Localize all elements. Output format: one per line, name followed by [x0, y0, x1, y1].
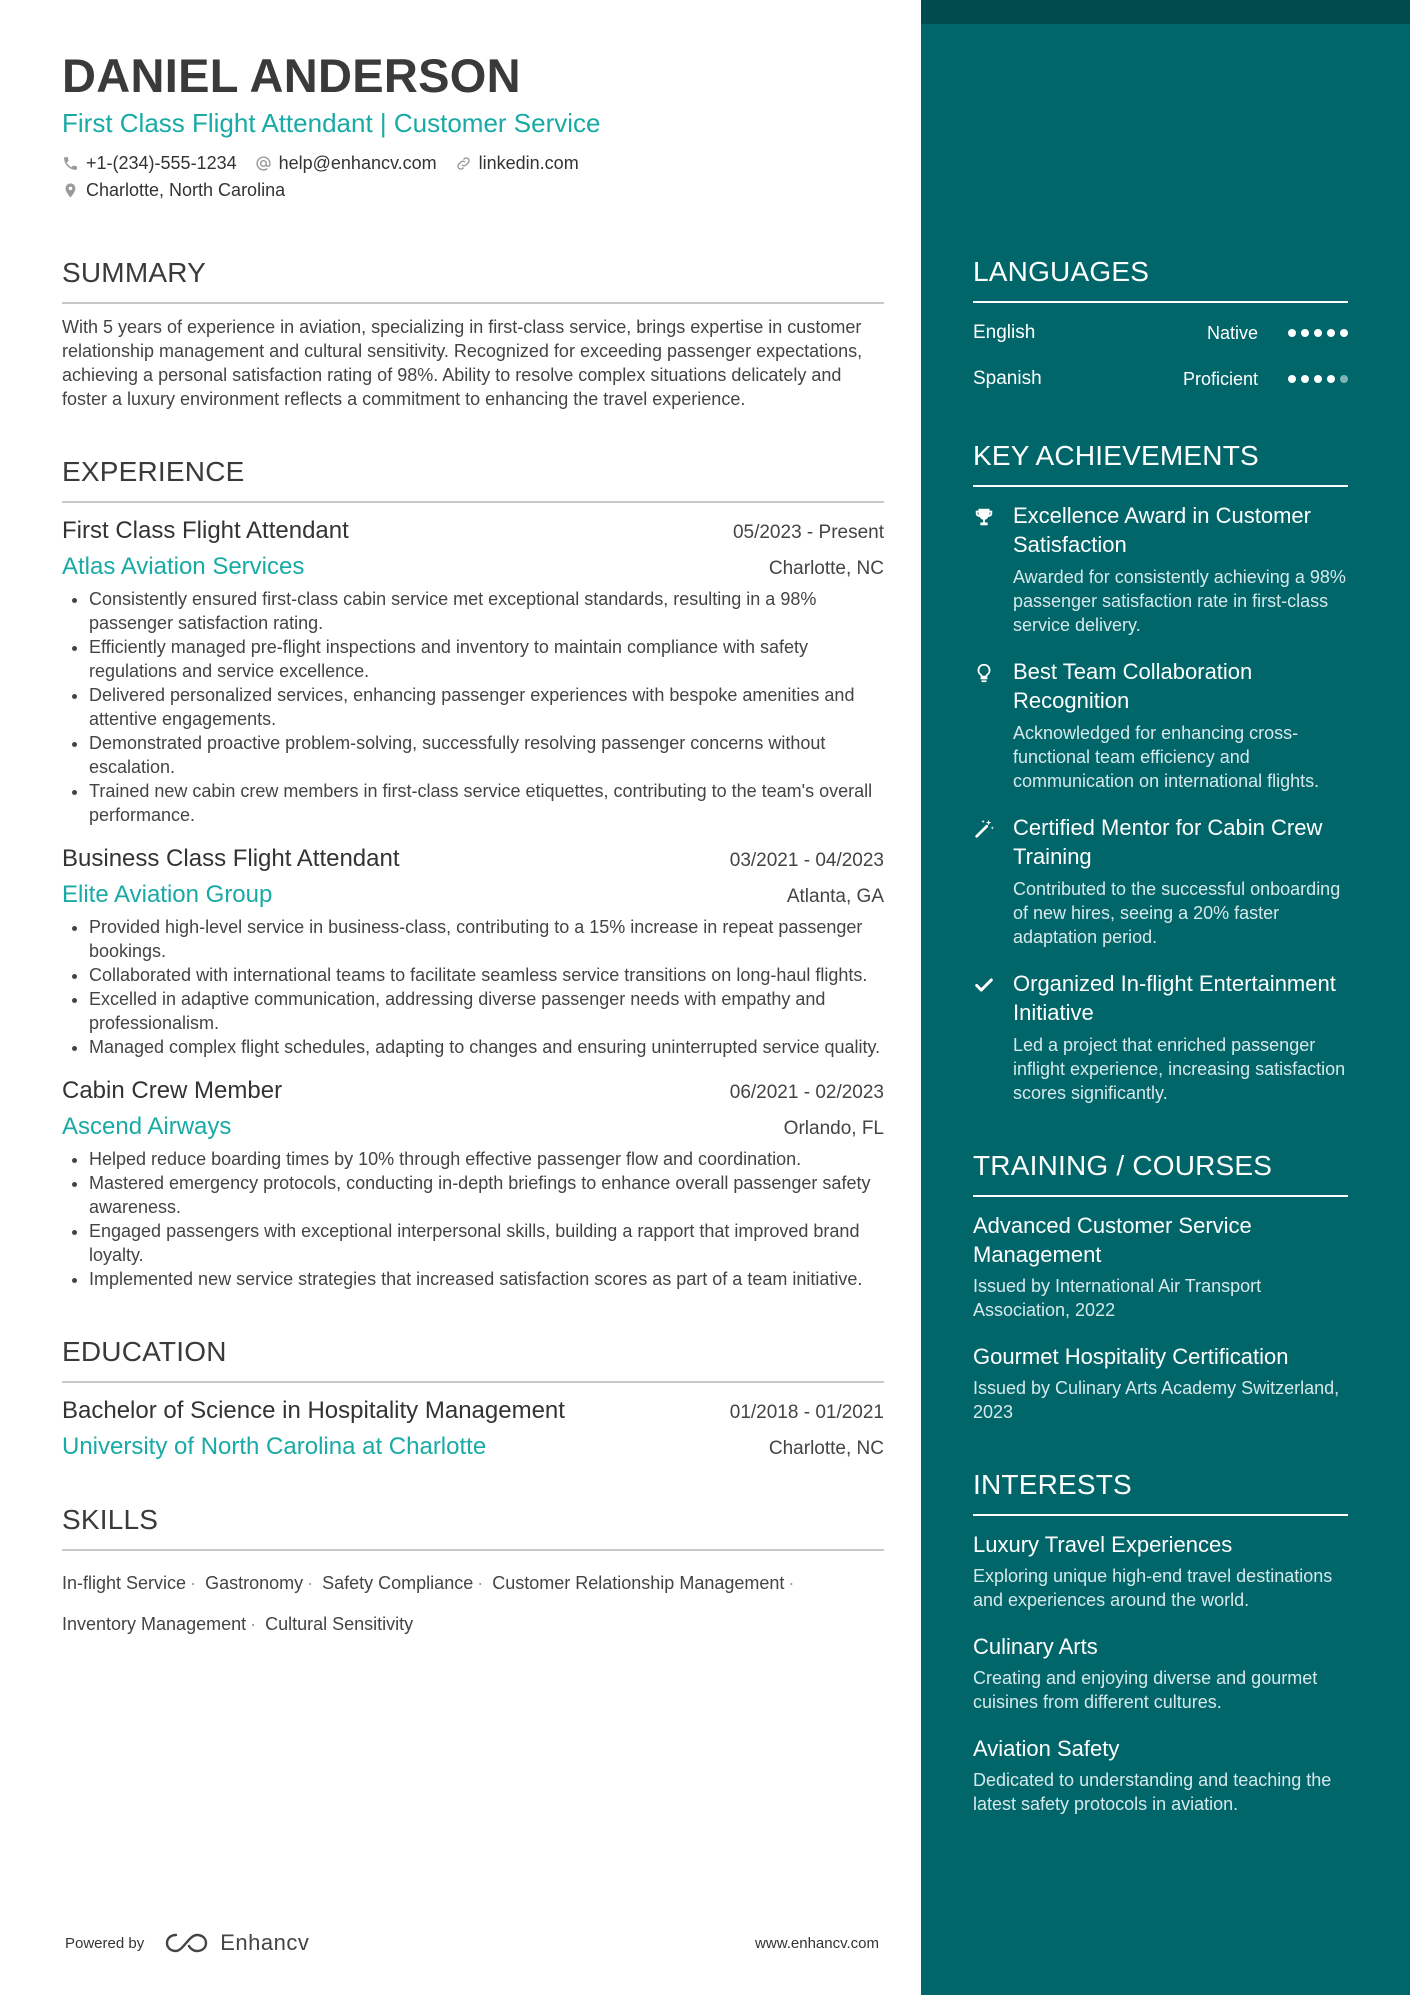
job-location: Atlanta, GA [786, 886, 884, 907]
language-rating [1288, 375, 1348, 383]
bullet-item: • Trained new cabin crew members in first-class service etiquettes, contributing to the team's overall performance. [89, 779, 884, 827]
rating-dot [1327, 329, 1335, 337]
language-level: Native [1206, 322, 1258, 343]
lightbulb-icon [973, 662, 995, 684]
location-text: Charlotte, North Carolina [86, 180, 286, 200]
rating-dot [1288, 329, 1296, 337]
job-entry [62, 1075, 884, 1291]
languages-title: LANGUAGES [973, 255, 1348, 303]
interests-title: INTERESTS [973, 1468, 1348, 1516]
achievement-item [973, 501, 1348, 637]
job-entry [62, 515, 884, 827]
interest-item [973, 1632, 1348, 1714]
skill-item: Safety Compliance [322, 1573, 474, 1593]
job-title: Cabin Crew Member [62, 1077, 283, 1104]
achievement-item [973, 657, 1348, 793]
summary-title: SUMMARY [62, 256, 884, 304]
summary-section [62, 256, 884, 411]
language-row [973, 363, 1348, 395]
achievement-desc: Awarded for consistently achieving a 98% passenger satisfaction rate in first-class service delivery. [1013, 567, 1346, 635]
training-issuer: Issued by International Air Transport Association, 2022 [973, 1276, 1262, 1320]
training-item [973, 1211, 1348, 1322]
skills-title: SKILLS [62, 1503, 884, 1551]
language-level: Proficient [1182, 368, 1258, 389]
trophy-icon [973, 506, 995, 528]
email-text: help@enhancv.com [278, 153, 437, 173]
training-issuer: Issued by Culinary Arts Academy Switzerland, 2023 [973, 1378, 1340, 1422]
language-name: English [973, 322, 1036, 343]
skill-item: In-flight Service [62, 1573, 187, 1593]
training-name: Advanced Customer Service Management [973, 1213, 1252, 1267]
main-column [62, 48, 884, 1645]
bullet-item: • Excelled in adaptive communication, addressing diverse passenger needs with empathy and professionalism. [89, 987, 884, 1035]
achievements-title: KEY ACHIEVEMENTS [973, 439, 1348, 487]
achievement-desc: Led a project that enriched passenger inflight experience, increasing satisfaction scores significantly. [1013, 1035, 1346, 1103]
bullet-item: • Collaborated with international teams to facilitate seamless service transitions on long-haul flights. [89, 963, 884, 987]
bullet-item: • Provided high-level service in business-class, contributing to a 15% increase in repeat passenger bookings. [89, 915, 884, 963]
skill-item: Inventory Management [62, 1614, 247, 1634]
bullet-item: • Efficiently managed pre-flight inspections and inventory to maintain compliance with safety regulations and service excellence. [89, 635, 884, 683]
language-row [973, 317, 1348, 349]
training-item [973, 1342, 1348, 1424]
job-company: Atlas Aviation Services [62, 553, 305, 580]
job-entry [62, 843, 884, 1059]
language-rating [1288, 329, 1348, 337]
skill-item: Cultural Sensitivity [265, 1614, 414, 1634]
skills-list: In-flight Service · Gastronomy · Safety Compliance · Customer Relationship Management · Inventory Management · Cultural Sensitivity [62, 1573, 795, 1634]
skills-section [62, 1503, 884, 1645]
contact-location [62, 177, 285, 204]
bullet-item: • Consistently ensured first-class cabin service met exceptional standards, resulting in a 98% passenger satisfaction rating. [89, 587, 884, 635]
education-entry [62, 1395, 884, 1463]
interest-item [973, 1734, 1348, 1816]
degree-title: Bachelor of Science in Hospitality Management [62, 1397, 565, 1424]
footer-url[interactable]: www.enhancv.com [755, 1934, 879, 1952]
education-title: EDUCATION [62, 1335, 884, 1383]
bullet-item: • Delivered personalized services, enhancing passenger experiences with bespoke amenities and attentive engagements. [89, 683, 884, 731]
job-company: Ascend Airways [62, 1113, 232, 1140]
achievement-title: Certified Mentor for Cabin Crew Training [1013, 815, 1323, 869]
interest-desc: Dedicated to understanding and teaching the latest safety protocols in aviation. [973, 1770, 1332, 1814]
interest-name: Culinary Arts [973, 1634, 1098, 1659]
powered-by-label: Powered by [65, 1934, 145, 1952]
skill-item: Customer Relationship Management [492, 1573, 785, 1593]
achievement-title: Organized In-flight Entertainment Initiative [1013, 971, 1336, 1025]
interests-section [973, 1468, 1348, 1816]
education-dates: 01/2018 - 01/2021 [729, 1402, 884, 1423]
achievement-title: Best Team Collaboration Recognition [1013, 659, 1253, 713]
education-section [62, 1335, 884, 1463]
bullet-item: • Engaged passengers with exceptional interpersonal skills, building a rapport that improved brand loyalty. [89, 1219, 884, 1267]
location-pin-icon [62, 182, 79, 199]
achievement-item [973, 813, 1348, 949]
candidate-name: DANIEL ANDERSON [62, 49, 521, 102]
bullet-item: • Implemented new service strategies that increased satisfaction scores as part of a team initiative. [89, 1267, 884, 1291]
interest-desc: Creating and enjoying diverse and gourmet cuisines from different cultures. [973, 1668, 1318, 1712]
interest-name: Luxury Travel Experiences [973, 1532, 1233, 1557]
job-company: Elite Aviation Group [62, 881, 273, 908]
rating-dot [1340, 329, 1348, 337]
contact-phone[interactable] [62, 150, 237, 177]
bullet-item: • Mastered emergency protocols, conducting in-depth briefings to enhance overall passenger safety awareness. [89, 1171, 884, 1219]
achievement-item [973, 969, 1348, 1105]
job-bullets [62, 915, 884, 1059]
linkedin-text: linkedin.com [478, 153, 579, 173]
experience-title: EXPERIENCE [62, 455, 884, 503]
infinity-logo-icon [164, 1932, 210, 1954]
school-location: Charlotte, NC [768, 1438, 884, 1459]
contact-linkedin[interactable] [455, 150, 579, 177]
job-title: First Class Flight Attendant [62, 517, 349, 544]
achievement-desc: Contributed to the successful onboarding of new hires, seeing a 20% faster adaptation period. [1013, 879, 1341, 947]
job-dates: 05/2023 - Present [732, 522, 884, 543]
school-name: University of North Carolina at Charlotte [62, 1433, 487, 1460]
bullet-item: • Demonstrated proactive problem-solving, successfully resolving passenger concerns without escalation. [89, 731, 884, 779]
rating-dot [1301, 329, 1309, 337]
checkmark-icon [973, 974, 995, 996]
rating-dot [1314, 329, 1322, 337]
link-icon [455, 155, 472, 172]
achievement-desc: Acknowledged for enhancing cross-functional team efficiency and communication on international flights. [1013, 723, 1320, 791]
rating-dot [1314, 375, 1322, 383]
training-section [973, 1149, 1348, 1424]
contact-info [62, 150, 884, 204]
job-bullets [62, 587, 884, 827]
phone-text: +1-(234)-555-1234 [86, 153, 237, 173]
language-name: Spanish [973, 368, 1042, 389]
interest-name: Aviation Safety [973, 1736, 1120, 1761]
enhancv-logo[interactable] [164, 1930, 309, 1956]
phone-icon [62, 155, 79, 172]
job-dates: 06/2021 - 02/2023 [729, 1082, 884, 1103]
achievement-title: Excellence Award in Customer Satisfaction [1013, 503, 1311, 557]
rating-dot [1301, 375, 1309, 383]
job-dates: 03/2021 - 04/2023 [729, 850, 884, 871]
candidate-headline: First Class Flight Attendant | Customer Service [62, 108, 601, 138]
training-name: Gourmet Hospitality Certification [973, 1344, 1289, 1369]
interest-item [973, 1530, 1348, 1612]
bullet-item: • Helped reduce boarding times by 10% through effective passenger flow and coordination. [89, 1147, 884, 1171]
job-location: Orlando, FL [783, 1118, 884, 1139]
brand-name: Enhancv [220, 1930, 310, 1955]
languages-section [973, 255, 1348, 395]
job-location: Charlotte, NC [768, 558, 884, 579]
contact-email[interactable] [255, 150, 437, 177]
bullet-item: • Managed complex flight schedules, adapting to changes and ensuring uninterrupted service quality. [89, 1035, 884, 1059]
rating-dot [1327, 375, 1335, 383]
experience-section [62, 455, 884, 1291]
rating-dot [1288, 375, 1296, 383]
at-icon [255, 155, 272, 172]
interest-desc: Exploring unique high-end travel destinations and experiences around the world. [973, 1566, 1333, 1610]
sidebar [921, 0, 1410, 1995]
job-title: Business Class Flight Attendant [62, 845, 400, 872]
magic-wand-icon [973, 818, 995, 840]
sidebar-top-bar [921, 0, 1410, 24]
achievements-section [973, 439, 1348, 1105]
footer [65, 1930, 879, 1956]
rating-dot [1340, 375, 1348, 383]
skill-item: Gastronomy [205, 1573, 304, 1593]
job-bullets [62, 1147, 884, 1291]
training-title: TRAINING / COURSES [973, 1149, 1348, 1197]
summary-text: With 5 years of experience in aviation, specializing in first-class service, brings expertise in customer relationship management and cultural sensitivity. Recognized for exceeding passenger expectations, achieving a personal satisfaction rating of 98%. Ability to resolve complex situations delicately and foster a luxury environment reflects a commitment to enhancing the travel experience. [62, 317, 863, 409]
